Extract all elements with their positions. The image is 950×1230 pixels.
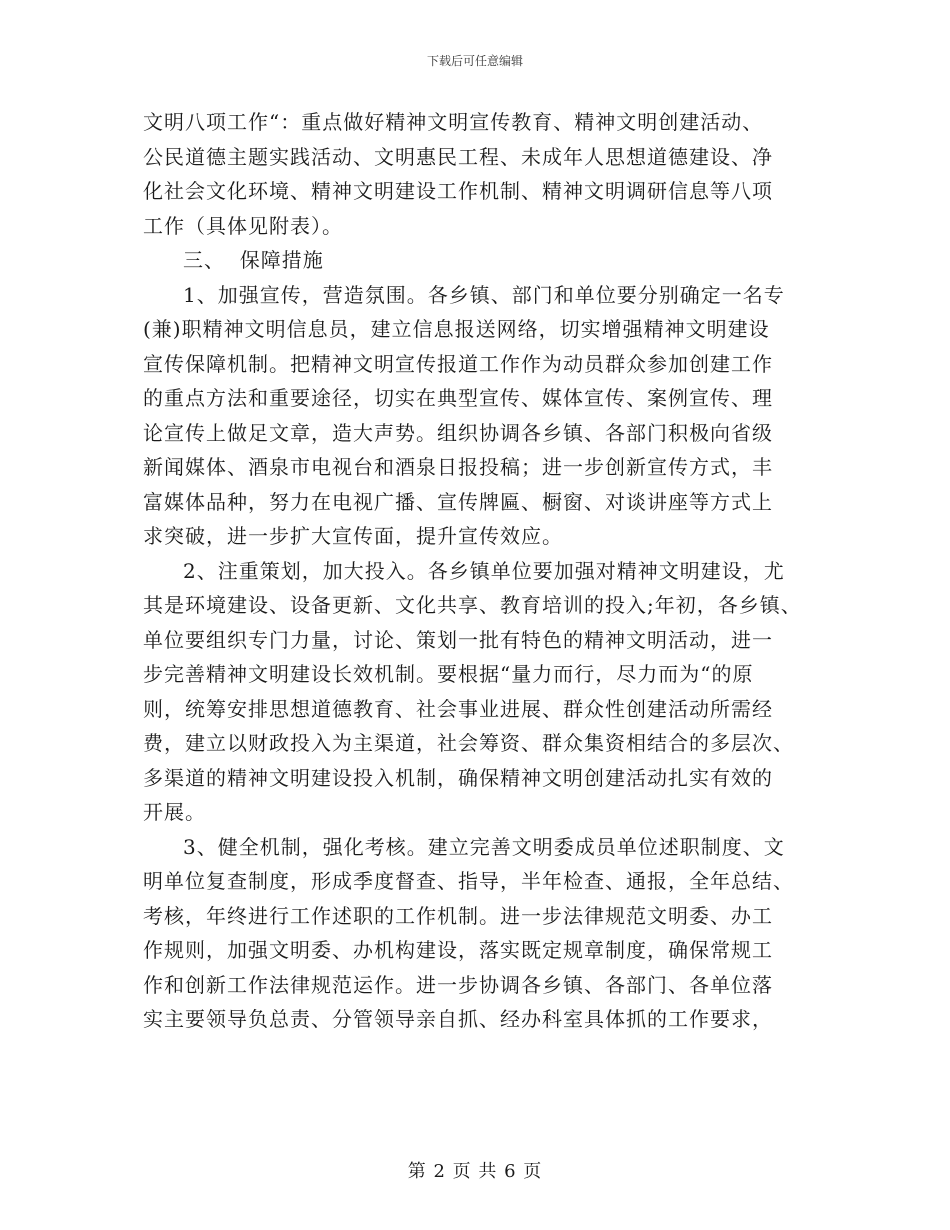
text-line: 新闻媒体、酒泉市电视台和酒泉日报投稿；进一步创新宣传方式，丰: [143, 455, 773, 479]
text-line: 工作（具体见附表）。: [143, 213, 343, 238]
text-line: 多渠道的精神文明建设投入机制，确保精神文明创建活动扎实有效的: [143, 765, 773, 790]
text-line: 2、注重策划，加大投入。各乡镇单位要加强对精神文明建设，尤: [183, 558, 785, 583]
paragraph-publicity: [143, 278, 833, 554]
paragraph-intro: [143, 105, 833, 243]
text-line: 公民道德主题实践活动、文明惠民工程、未成年人思想道德建设、净: [143, 144, 773, 169]
page-number: 第 2 页 共 6 页: [407, 1161, 543, 1182]
document-body: [143, 105, 833, 1037]
page-header-note: 下载后可任意编辑: [426, 54, 523, 68]
text-line: 化社会文化环境、精神文明建设工作机制、精神文明调研信息等八项: [143, 179, 773, 203]
text-line: 实主要领导负总责、分管领导亲自抓、经办科室具体抓的工作要求，: [143, 1007, 773, 1031]
text-line: 求突破，进一步扩大宣传面，提升宣传效应。: [143, 524, 563, 548]
text-line: 的重点方法和重要途径，切实在典型宣传、媒体宣传、案例宣传、理: [143, 386, 773, 410]
text-line: 文明八项工作“：重点做好精神文明宣传教育、精神文明创建活动、: [143, 110, 764, 134]
text-line: 1、加强宣传，营造氛围。各乡镇、部门和单位要分别确定一名专: [183, 282, 785, 307]
text-line: 则，统筹安排思想道德教育、社会事业进展、群众性创建活动所需经: [143, 696, 773, 721]
section-heading: 三、 保障措施: [183, 248, 324, 272]
text-line: 3、健全机制，强化考核。建立完善文明委成员单位述职制度、文: [183, 834, 785, 859]
text-line: 费，建立以财政投入为主渠道，社会筹资、群众集资相结合的多层次、: [143, 731, 794, 755]
text-line: 论宣传上做足文章，造大声势。组织协调各乡镇、各部门积极向省级: [143, 420, 773, 445]
text-line: 考核，年终进行工作述职的工作机制。进一步法律规范文明委、办工: [143, 903, 773, 928]
text-line: 作和创新工作法律规范运作。进一步协调各乡镇、各部门、各单位落: [143, 972, 773, 997]
text-line: (兼)职精神文明信息员，建立信息报送网络，切实增强精神文明建设: [143, 317, 770, 341]
paragraph-mechanism: [143, 830, 833, 1037]
text-line: 其是环境建设、设备更新、文化共享、教育培训的投入;年初，各乡镇、: [143, 593, 802, 617]
paragraph-planning: [143, 554, 833, 830]
text-line: 步完善精神文明建设长效机制。要根据“量力而行，尽力而为“的原: [143, 662, 754, 686]
text-line: 明单位复查制度，形成季度督查、指导，半年检查、通报，全年总结、: [143, 869, 794, 893]
text-line: 宣传保障机制。把精神文明宣传报道工作作为动员群众参加创建工作: [143, 351, 773, 376]
text-line: 作规则，加强文明委、办机构建设，落实既定规章制度，确保常规工: [143, 938, 773, 962]
text-line: 单位要组织专门力量，讨论、策划一批有特色的精神文明活动，进一: [143, 627, 773, 652]
text-line: 开展。: [143, 800, 206, 824]
text-line: 富媒体品种，努力在电视广播、宣传牌匾、橱窗、对谈讲座等方式上: [143, 489, 773, 514]
